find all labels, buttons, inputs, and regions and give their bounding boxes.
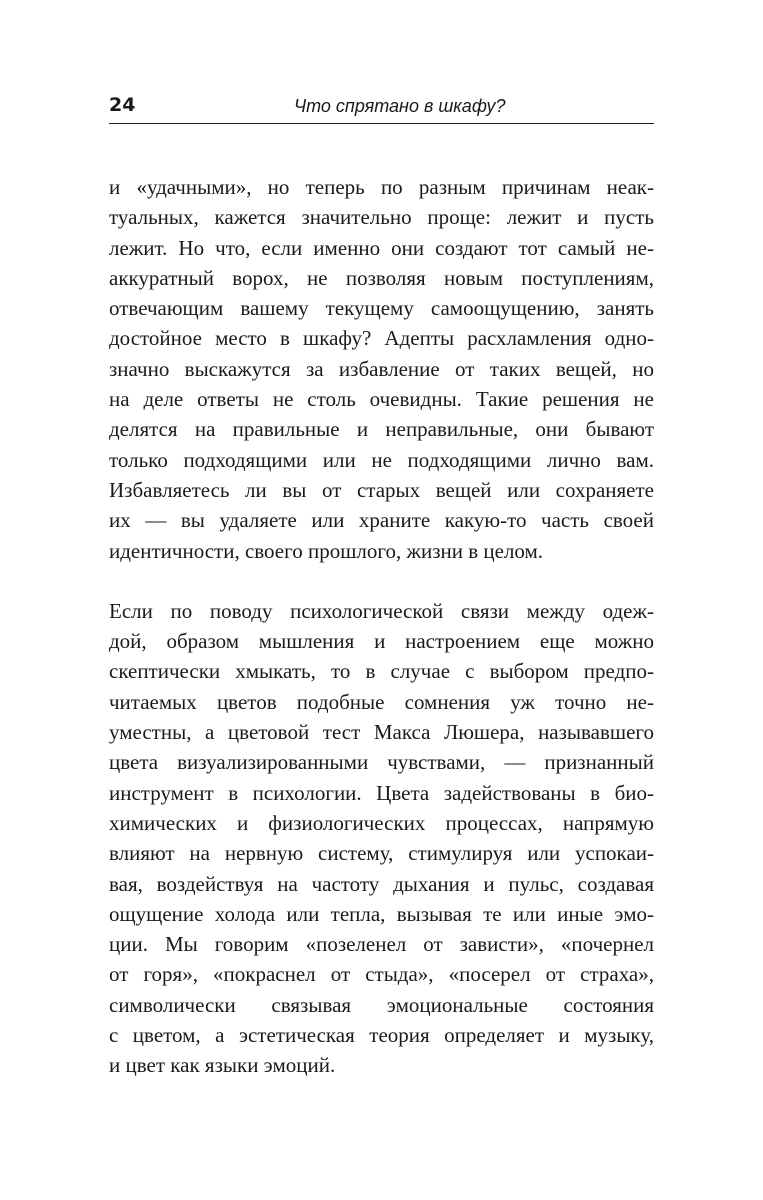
text-line: читаемых цветов подобные сомнения уж точно не- <box>109 689 654 714</box>
text-line: достойное место в шкафу? Адепты расхламления одно- <box>109 326 654 351</box>
text-line: туальных, кажется значительно проще: лежит и пусть <box>109 205 654 230</box>
text-line: цвета визуализированными чувствами, — признанный <box>109 750 654 775</box>
text-line: отвечающим вашему текущему самоощущению, занять <box>109 296 654 321</box>
text-line: и «удачными», но теперь по разным причинам неак- <box>109 175 654 199</box>
text-line: значно выскажутся за избавление от таких вещей, но <box>109 356 654 381</box>
text-line: их — вы удаляете или храните какую-то часть своей <box>109 508 654 533</box>
text-line: уместны, а цветовой тест Макса Люшера, называвшего <box>109 720 654 745</box>
text-line: идентичности, своего прошлого, жизни в целом. <box>109 538 544 563</box>
text-line: вая, воздействуя на частоту дыхания и пульс, создавая <box>109 871 654 896</box>
text-line: химических и физиологических процессах, напрямую <box>109 810 654 835</box>
text-line: влияют на нервную систему, стимулируя или успокаи- <box>109 841 654 866</box>
text-line: ощущение холода или тепла, вызывая те или иные эмо- <box>109 901 654 926</box>
text-line: от горя», «покраснел от стыда», «посерел от страха», <box>109 962 654 987</box>
running-title: Что спрятано в шкафу? <box>294 96 506 116</box>
text-line: и цвет как языки эмоций. <box>109 1053 336 1078</box>
text-line: Если по поводу психологической связи между одеж- <box>109 598 654 623</box>
text-line: дой, образом мышления и настроением еще можно <box>109 629 654 654</box>
text-line: символически связывая эмоциональные состояния <box>109 992 654 1017</box>
text-line: только подходящими или не подходящими лично вам. <box>109 447 654 472</box>
paragraph-1 <box>109 172 654 566</box>
paragraph-2 <box>109 596 654 1081</box>
text-line: инструмент в психологии. Цвета задействованы в био- <box>109 780 654 805</box>
text-line: с цветом, а эстетическая теория определяет и музыку, <box>109 1023 654 1048</box>
text-line: делятся на правильные и неправильные, они бывают <box>109 417 654 442</box>
text-line: скептически хмыкать, то в случае с выбором предпо- <box>109 659 654 684</box>
text-line: на деле ответы не столь очевидны. Такие решения не <box>109 387 654 412</box>
page-number: 24 <box>109 94 136 116</box>
running-head <box>109 93 654 124</box>
text-line: Избавляетесь ли вы от старых вещей или сохраняете <box>109 477 654 502</box>
text-line: аккуратный ворох, не позволяя новым поступлениям, <box>109 265 654 290</box>
body-text <box>109 172 654 1081</box>
text-line: ции. Мы говорим «позеленел от зависти», «почернел <box>109 932 654 957</box>
text-line: лежит. Но что, если именно они создают тот самый не- <box>109 235 654 260</box>
